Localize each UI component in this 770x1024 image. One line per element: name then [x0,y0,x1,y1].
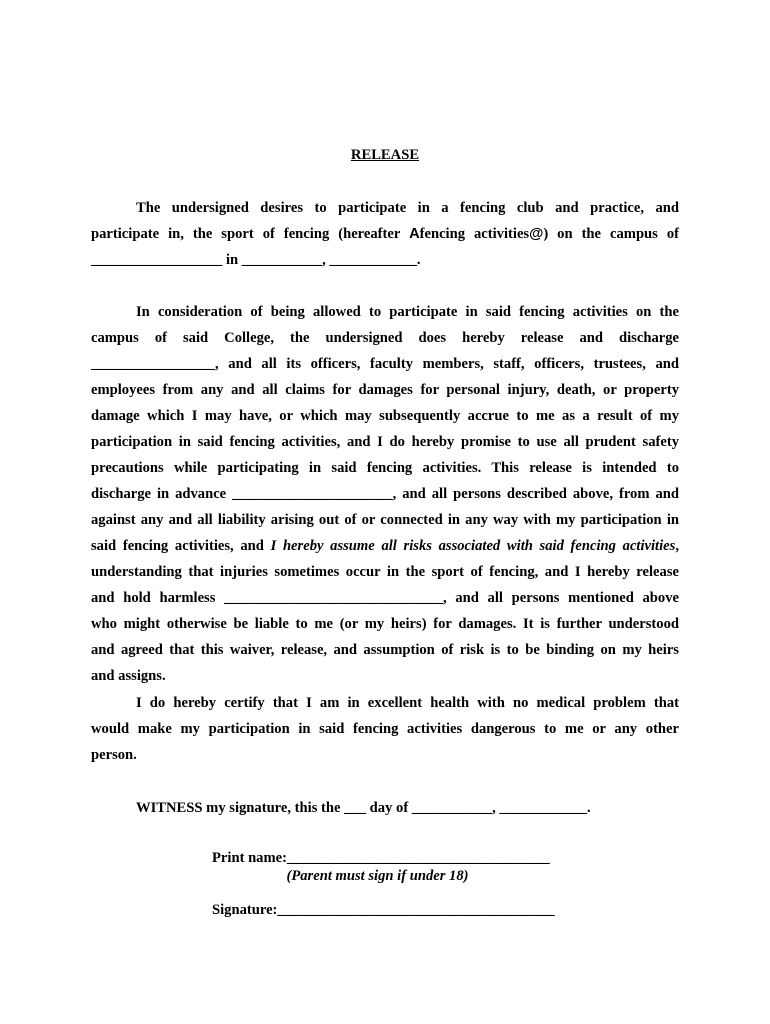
italic-text-run: I hereby assume all risks associated with said fencing activities [270,538,676,554]
paragraph-line: The undersigned desires to participate in a fencing club and practice, and [136,200,679,216]
text-run: fencing activities [419,226,530,242]
text-run: said fencing activities, and [91,538,271,554]
print-name-label: Print name: [212,850,287,866]
paragraph-line: against any and all liability arising out of or connected in any way with my participation in [91,512,679,528]
print-name-blank[interactable]: ____________________________________ [286,850,550,866]
text-run: participate in, the sport of fencing (hereafter [91,226,410,242]
paragraph-line: precautions while participating in said fencing activities. This release is intended to [91,460,679,476]
text-run: ) on the campus of [543,226,679,242]
paragraph-line: person. [91,747,137,763]
paragraph-line [91,221,679,247]
paragraph-line: would make my participation in said fencing activities dangerous to me or any other [91,721,679,737]
signature-label: Signature: [212,902,278,918]
document-title: RELEASE [350,147,420,163]
paragraph-line: understanding that injuries sometimes occur in the sport of fencing, and I hereby release [91,564,679,580]
paragraph-line: who might otherwise be liable to me (or my heirs) for damages. It is further understood [91,616,679,632]
paragraph-line: campus of said College, the undersigned does hereby release and discharge [91,330,679,346]
paragraph-line [91,533,679,559]
text-run: , [675,538,679,554]
signature-field [212,900,555,920]
paragraph-participation [91,195,679,273]
paragraph-line: and agreed that this waiver, release, and assumption of risk is to be binding on my heirs [91,642,679,658]
signature-blank[interactable]: ______________________________________ [277,902,555,918]
paragraph-line: employees from any and all claims for damages for personal injury, death, or property [91,382,679,398]
text-run: A [409,226,420,242]
paragraph-line: _________________, and all its officers, faculty members, staff, officers, trustees, and [91,356,679,372]
paragraph-line: I do hereby certify that I am in excellent health with no medical problem that [136,695,679,711]
print-name-field [212,848,550,868]
paragraph-line: In consideration of being allowed to participate in said fencing activities on the [136,304,679,320]
paragraph-health-certification [91,690,679,768]
parent-note: (Parent must sign if under 18) [286,868,469,884]
paragraph-line: __________________ in ___________, ____________. [91,252,421,268]
paragraph-line: discharge in advance ______________________, and all persons described above, from and [91,486,679,502]
paragraph-line: participation in said fencing activities, and I do hereby promise to use all prudent safety [91,434,679,450]
paragraph-line: and assigns. [91,668,166,684]
witness-line: WITNESS my signature, this the ___ day of ___________, ____________. [136,800,591,816]
text-run: @ [529,226,544,242]
paragraph-release [91,299,679,689]
paragraph-line: damage which I may have, or which may subsequently accrue to me as a result of my [91,408,679,424]
paragraph-line: and hold harmless ______________________________, and all persons mentioned above [91,590,679,606]
